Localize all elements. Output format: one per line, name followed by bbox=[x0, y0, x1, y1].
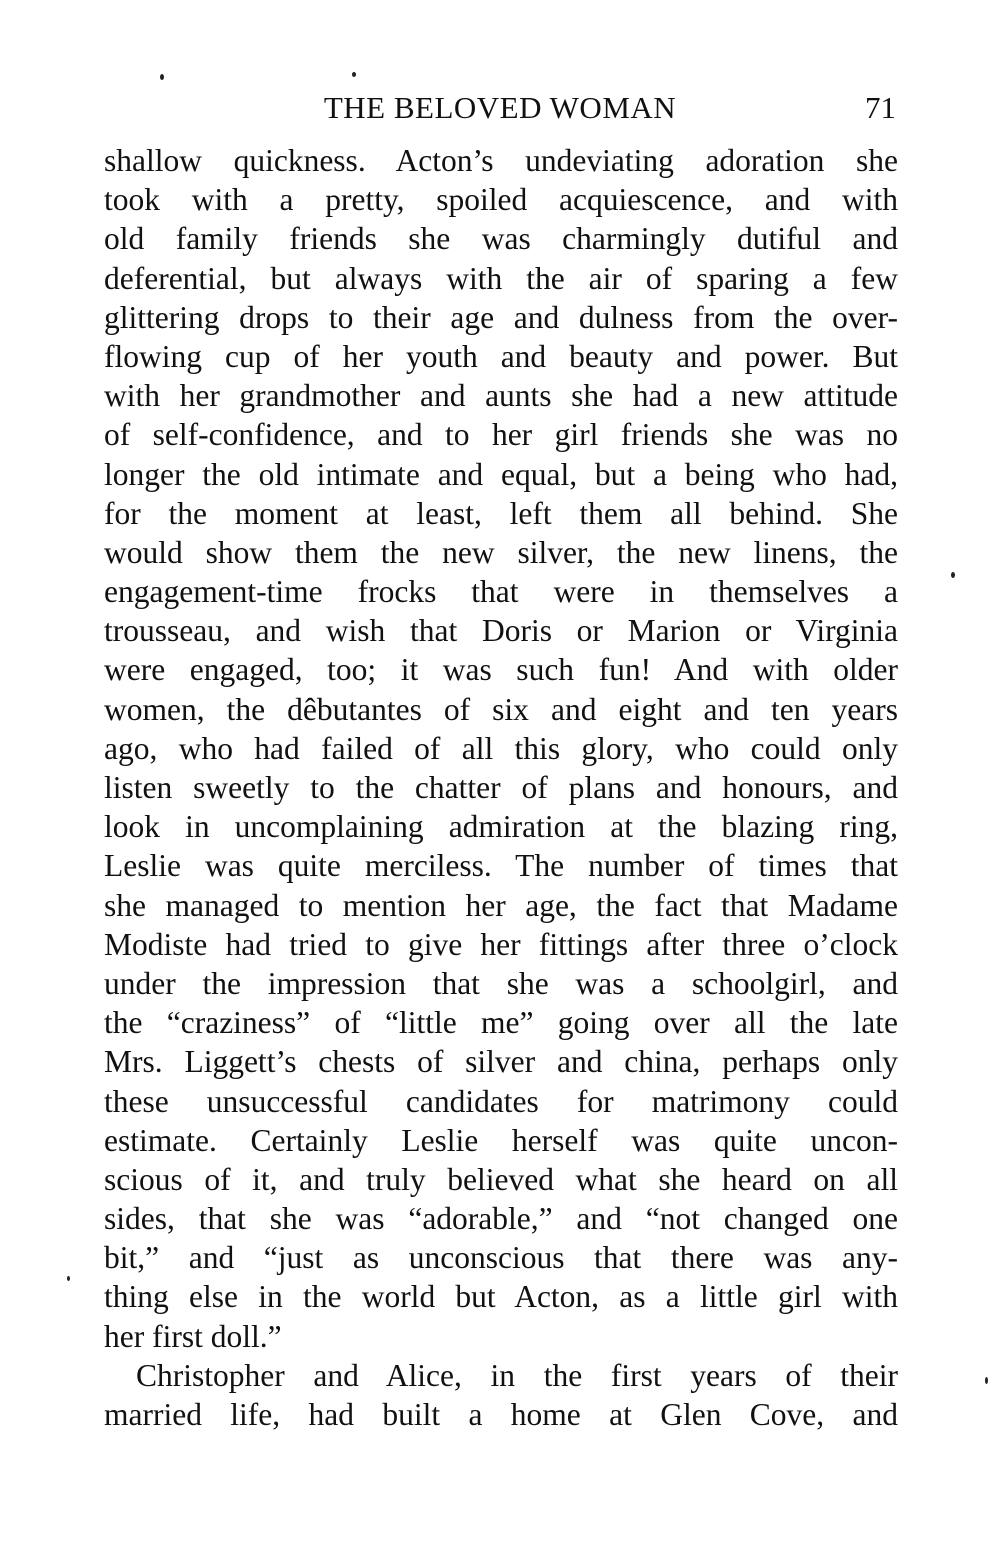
text-line: she managed to mention her age, the fact that Madame bbox=[104, 887, 898, 923]
print-speck bbox=[160, 74, 164, 80]
text-line: trousseau, and wish that Doris or Marion or Virginia bbox=[104, 613, 898, 649]
text-line: ago, who had failed of all this glory, who could only bbox=[104, 730, 898, 766]
text-line: under the impression that she was a schoolgirl, and bbox=[104, 965, 898, 1001]
text-line: with her grandmother and aunts she had a new attitude bbox=[104, 378, 898, 414]
text-line: the “craziness” of “little me” going over all the late bbox=[104, 1005, 898, 1041]
text-line: bit,” and “just as unconscious that there was any- bbox=[104, 1240, 898, 1276]
print-speck bbox=[352, 72, 356, 77]
text-line: of self-confidence, and to her girl friends she was no bbox=[104, 417, 898, 453]
text-line: took with a pretty, spoiled acquiescence, and with bbox=[104, 182, 898, 218]
text-line: married life, had built a home at Glen Cove, and bbox=[104, 1397, 898, 1432]
text-line: her first doll.” bbox=[104, 1318, 282, 1354]
text-line: listen sweetly to the chatter of plans and honours, and bbox=[104, 770, 898, 805]
text-line: engagement-time frocks that were in themselves a bbox=[104, 574, 898, 610]
print-speck bbox=[985, 1377, 988, 1384]
print-speck bbox=[67, 1276, 70, 1281]
running-title: THE BELOVED WOMAN bbox=[323, 90, 677, 125]
text-line: sides, that she was “adorable,” and “not changed one bbox=[104, 1201, 898, 1237]
text-line: longer the old intimate and equal, but a being who had, bbox=[104, 456, 898, 492]
text-line: estimate. Certainly Leslie herself was quite uncon- bbox=[104, 1122, 898, 1158]
text-line: Mrs. Liggett’s chests of silver and china, perhaps only bbox=[104, 1044, 898, 1080]
text-line: thing else in the world but Acton, as a little girl with bbox=[104, 1279, 898, 1315]
text-line: would show them the new silver, the new linens, the bbox=[104, 534, 898, 570]
text-line: Christopher and Alice, in the first years of their bbox=[136, 1357, 898, 1393]
paragraph bbox=[104, 1356, 898, 1434]
print-speck bbox=[951, 572, 955, 578]
text-line: Leslie was quite merciless. The number of times that bbox=[104, 848, 898, 884]
text-line: Modiste had tried to give her fittings after three o’clock bbox=[104, 926, 898, 962]
running-header bbox=[104, 88, 896, 128]
paragraph bbox=[104, 141, 898, 1356]
text-line: women, the dêbutantes of six and eight and ten years bbox=[104, 691, 898, 727]
page-number: 71 bbox=[865, 90, 896, 125]
text-line: were engaged, too; it was such fun! And with older bbox=[104, 652, 898, 688]
body-text bbox=[104, 141, 898, 1434]
text-line: for the moment at least, left them all behind. She bbox=[104, 495, 898, 531]
text-line: flowing cup of her youth and beauty and power. But bbox=[104, 338, 898, 374]
text-line: these unsuccessful candidates for matrimony could bbox=[104, 1083, 898, 1119]
text-line: glittering drops to their age and dulness from the over- bbox=[104, 299, 898, 335]
text-line: deferential, but always with the air of sparing a few bbox=[104, 260, 898, 296]
text-line: old family friends she was charmingly dutiful and bbox=[104, 221, 898, 257]
text-line: shallow quickness. Acton’s undeviating adoration she bbox=[104, 143, 898, 178]
text-line: look in uncomplaining admiration at the blazing ring, bbox=[104, 809, 898, 845]
text-line: scious of it, and truly believed what she heard on all bbox=[104, 1161, 898, 1197]
